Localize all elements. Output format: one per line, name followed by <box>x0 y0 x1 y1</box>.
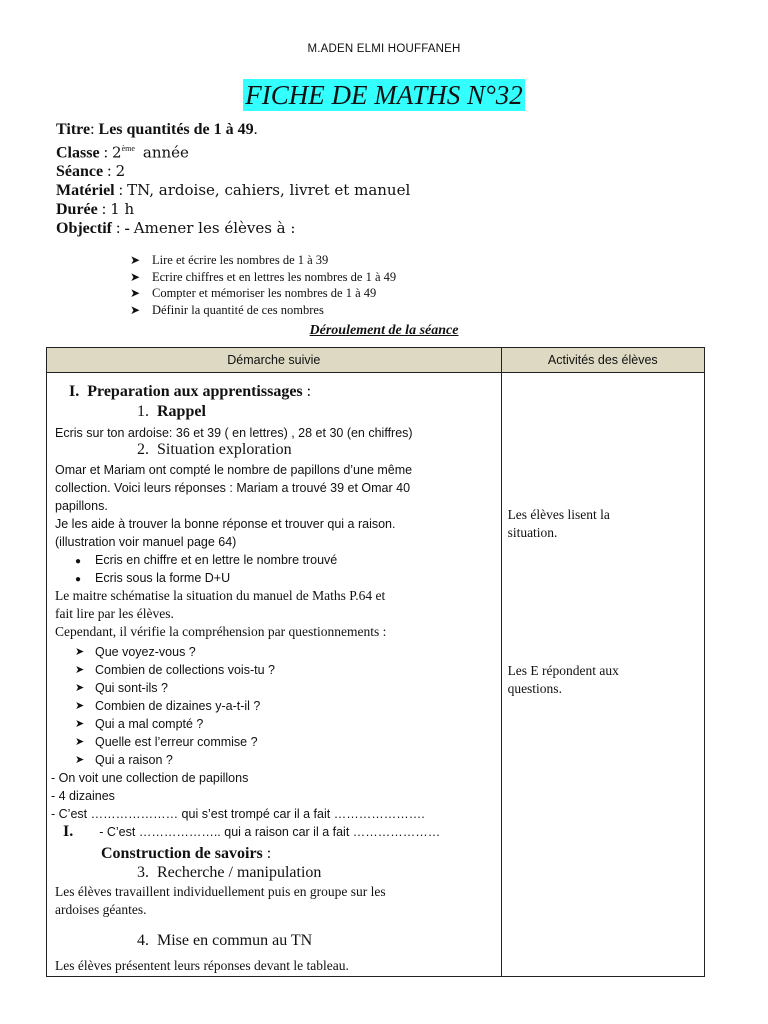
lesson-meta <box>56 120 410 238</box>
meta-seance-label: Séance <box>56 163 104 181</box>
objectives-list <box>130 252 396 318</box>
rappel-text: Ecris sur ton ardoise: 36 et 39 ( en lettres) , 28 et 30 (en chiffres) <box>55 426 413 440</box>
meta-classe-rest: année <box>142 143 189 162</box>
meta-materiel: Matériel : TN, ardoise, cahiers, livret et manuel <box>56 181 411 200</box>
question-item: ➤ Qui a mal compté ? <box>75 717 204 731</box>
activity-2 <box>508 662 619 698</box>
answer-last-num: I. <box>63 823 74 840</box>
activity-1 <box>508 506 610 542</box>
subsection-situation <box>137 441 292 459</box>
section-preparation: I. Preparation aux apprentissages : <box>69 383 312 400</box>
arrow-bullet-icon: ➤ <box>130 302 141 317</box>
activity-line: Les E répondent aux <box>507 663 619 678</box>
subsection-mise <box>137 932 312 950</box>
meta-classe: Classe : 2ème année <box>56 143 189 162</box>
objective-item <box>130 269 396 286</box>
question-item: ➤ Combien de collections vois-tu ? <box>75 663 275 677</box>
recherche-line: ardoises géantes. <box>55 902 147 917</box>
activity-line: Les élèves lisent la <box>507 507 610 522</box>
meta-duree-value: 1 h <box>110 200 135 219</box>
header-demarche: Démarche suivie <box>47 348 502 373</box>
arrow-bullet-icon: ➤ <box>75 736 85 748</box>
situation-line: papillons. <box>55 499 108 513</box>
demarche-cell <box>47 373 502 977</box>
maitre-line: fait lire par les élèves. <box>55 606 174 621</box>
subsection-num: 3. <box>137 864 149 881</box>
objective-text: Ecrire chiffres et en lettres les nombres de 1 à 49 <box>152 269 397 284</box>
situation-line: (illustration voir manuel page 64) <box>55 535 237 549</box>
list-item: ● Ecris sous la forme D+U <box>55 569 337 587</box>
arrow-bullet-icon: ➤ <box>75 700 85 712</box>
situation-line: Omar et Mariam ont compté le nombre de papillons d’une même <box>55 463 413 477</box>
meta-duree: Durée : 1 h <box>56 200 135 219</box>
subsection-title: Situation exploration <box>157 441 292 458</box>
arrow-bullet-icon: ➤ <box>130 269 141 284</box>
question-item: ➤ Combien de dizaines y-a-t-il ? <box>75 699 261 713</box>
meta-titre-value: Les quantités de 1 à 49 <box>98 121 254 138</box>
meta-classe-num: 2 <box>112 143 122 162</box>
situation-line: collection. Voici leurs réponses : Mariam a trouvé 39 et Omar 40 <box>55 481 411 495</box>
answer-line: - 4 dizaines <box>51 789 115 803</box>
answer-last-row <box>63 823 440 841</box>
meta-seance-value: 2 <box>115 162 126 181</box>
section-title: Construction de savoirs <box>101 845 263 862</box>
list-item: ● Ecris en chiffre et en lettre le nombre trouvé <box>55 551 337 569</box>
answer-line: - C’est ………………… qui s’est trompé car il a fait …………………. <box>51 807 425 821</box>
maitre-line: Cependant, il vérifie la compréhension par questionnements : <box>55 624 387 639</box>
meta-classe-label: Classe <box>56 144 100 162</box>
subsection-title: Mise en commun au TN <box>157 932 313 949</box>
title-container <box>0 79 768 111</box>
round-bullet-icon: ● <box>75 574 82 585</box>
objective-text: Lire et écrire les nombres de 1 à 39 <box>152 253 329 267</box>
meta-objectif: Objectif : - Amener les élèves à : <box>56 219 296 238</box>
author-name: M.ADEN ELMI HOUFFANEH <box>307 43 461 55</box>
situation-text <box>55 461 412 551</box>
meta-classe-sup: ème <box>121 144 135 153</box>
subsection-recherche <box>137 864 321 882</box>
subsection-title: Rappel <box>157 403 206 420</box>
meta-titre: Titre: Les quantités de 1 à 49. <box>56 121 258 138</box>
arrow-bullet-icon: ➤ <box>75 682 85 694</box>
answer-last-text: - C’est ……………….. qui a raison car il a fait ………………… <box>99 825 441 839</box>
arrow-bullet-icon: ➤ <box>75 664 85 676</box>
deroulement-heading: Déroulement de la séance <box>309 323 459 338</box>
situation-line: Je les aide à trouver la bonne réponse et trouver qui a raison. <box>55 517 396 531</box>
activites-cell <box>501 373 704 977</box>
subsection-num: 1. <box>137 403 149 420</box>
meta-materiel-value: TN, ardoise, cahiers, livret et manuel <box>127 181 411 200</box>
arrow-bullet-icon: ➤ <box>130 253 141 267</box>
question-item: ➤ Qui a raison ? <box>75 753 173 767</box>
answers-list <box>51 769 425 823</box>
arrow-bullet-icon: ➤ <box>75 718 85 730</box>
meta-objectif-value: Amener les élèves à : <box>133 219 296 238</box>
subsection-rappel <box>137 403 206 421</box>
round-bullet-icon: ● <box>75 556 82 567</box>
objective-item <box>130 285 396 302</box>
table-header-row <box>47 348 705 373</box>
arrow-bullet-icon: ➤ <box>75 754 85 766</box>
subsection-num: 4. <box>137 932 149 949</box>
meta-duree-label: Durée <box>56 201 98 219</box>
meta-titre-label: Titre <box>56 121 91 138</box>
meta-seance: Séance : 2 <box>56 162 126 181</box>
objective-text: Définir la quantité de ces nombres <box>152 302 324 317</box>
maitre-line: Le maitre schématise la situation du manuel de Maths P.64 et <box>55 588 386 603</box>
recherche-line: Les élèves travaillent individuellement puis en groupe sur les <box>55 884 386 899</box>
activity-line: questions. <box>507 681 562 696</box>
header-activites: Activités des élèves <box>501 348 704 373</box>
answer-line: - On voit une collection de papillons <box>51 771 249 785</box>
subsection-title: Recherche / manipulation <box>157 864 322 881</box>
objective-item <box>130 252 396 269</box>
mise-text: Les élèves présentent leurs réponses devant le tableau. <box>55 958 349 973</box>
lesson-table <box>46 347 705 977</box>
objective-item <box>130 302 396 319</box>
meta-materiel-label: Matériel <box>56 182 115 200</box>
question-item: ➤ Qui sont-ils ? <box>75 681 168 695</box>
questions-list <box>55 643 275 769</box>
question-item: ➤ Quelle est l’erreur commise ? <box>75 735 258 749</box>
meta-objectif-label: Objectif <box>56 220 112 238</box>
arrow-bullet-icon: ➤ <box>75 646 85 658</box>
subsection-num: 2. <box>137 441 149 458</box>
page-title: FICHE DE MATHS N°32 <box>245 80 523 110</box>
maitre-text <box>55 587 386 641</box>
recherche-text <box>55 883 386 919</box>
activity-line: situation. <box>507 525 558 540</box>
section-construction: Construction de savoirs : <box>101 845 272 862</box>
section-title: Preparation aux apprentissages <box>87 383 303 400</box>
section-num: I. <box>69 383 80 400</box>
situation-bullets <box>55 551 337 587</box>
table-body-row <box>47 373 705 977</box>
arrow-bullet-icon: ➤ <box>130 286 141 300</box>
question-item: ➤ Que voyez-vous ? <box>75 645 196 659</box>
objective-text: Compter et mémoriser les nombres de 1 à 49 <box>152 286 377 300</box>
